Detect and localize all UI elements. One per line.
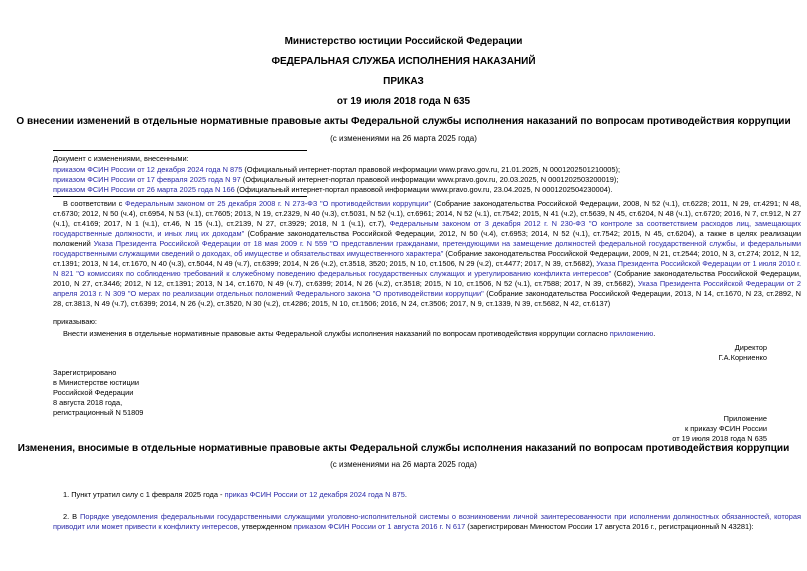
doc-type-heading: ПРИКАЗ — [383, 76, 424, 87]
order-paragraph — [63, 329, 655, 339]
item-text: 1. Пункт утратил силу с 1 февраля 2025 года - — [63, 490, 225, 499]
amendment-item — [53, 185, 612, 195]
item-text: . — [404, 490, 407, 499]
preamble-text: (Собрание законодательства Российской Федерации, 2010, N 27, ст.3446; 2012, N 12, ст.1391; 2013, N 14, ст.1670, N 49 (ч.7), ст.6399; 2014, N 26 (ч.2), ст.3518; 2015, N 10, ст.1506, N 52 (ч.1), ст.7588; 2017, N 39, ст.5682), — [53, 269, 802, 288]
preamble-text: В соответствии с — [63, 199, 126, 208]
registration-line: Зарегистрировано — [53, 368, 117, 377]
signature-position: Директор — [734, 343, 767, 352]
preamble-text: (Собрание законодательства Российской Федерации, 2009, N 21, ст.2544; 2010, N 3, ст.274; 2012, N 12, ст.1391; 2013, N 14, ст.1670, N 40 (ч.3), ст.5044, N 49 (ч.7), ст.6399; 2014, N 26 (ч.2), ст.3518, 3520; 2015, N 10, ст.1506, N 29 (ч.2), ст.4477; 2017, N 39, ст.5682), — [53, 249, 801, 268]
signature-name: Г.А.Корниенко — [718, 353, 767, 362]
law-273-link[interactable]: Федеральным законом от 25 декабря 2008 г. N 273-ФЗ "О противодействии коррупции" — [125, 199, 432, 208]
appendix-label: от 19 июля 2018 года N 635 — [672, 434, 767, 443]
amendment-link[interactable]: приказом ФСИН России от 12 декабря 2024 года N 875 — [53, 164, 243, 174]
appendix-item-2 — [53, 512, 801, 532]
order-617-link[interactable]: приказом ФСИН России от 1 августа 2016 г. N 617 — [293, 522, 466, 531]
amendment-item — [53, 175, 618, 185]
registration-line: Российской Федерации — [53, 388, 134, 397]
item-text: , утвержденном — [237, 522, 294, 531]
appendix-link[interactable]: приложению — [609, 329, 654, 338]
order-875-link[interactable]: приказ ФСИН России от 12 декабря 2024 года N 875 — [224, 490, 405, 499]
preamble-paragraph — [53, 199, 801, 309]
order-text: Внести изменения в отдельные нормативные правовые акты Федеральной службы исполнения наказаний по вопросам противодействия коррупции согласно — [63, 329, 610, 338]
amendment-item — [53, 165, 620, 175]
appendix-label: Приложение — [723, 414, 767, 423]
ministry-heading: Министерство юстиции Российской Федерации — [284, 36, 523, 47]
preamble-text: (Собрание законодательства Российской Федерации, 2008, N 52 (ч.1), ст.6228; 2011, N 29, ст.4291; N 48, ст.6730; 2012, N 50 (ч.4), ст.6954, N 53 (ч.1), ст.7605; 2013, N 19, ст.2329, N 40 (ч.3), ст.5031, N 52 (ч.1), ст.6961; 2014, N 52 (ч.1), ст.7542; 2015, N 41 (ч.2), ст.5639, N 45, ст.6204, N 48 (ч.1), ст.6720; 2016, N 7, ст.912, N 27 (ч.1), ст.4169; 2017, N 1 (ч.1), ст.46, N 15 (ч.1), ст.2139, N 27, ст.3929; 2018, N 1 (ч.1), ст.7), — [53, 199, 802, 228]
order-text: . — [653, 329, 656, 338]
preamble-text: (Собрание законодательства Российской Федерации, 2013, N 14, ст.1670, N 23, ст.2892, N 28, ст.3813, N 49 (ч.7), ст.6399; 2014, N 26 (ч.2), ст.3520, N 30 (ч.2), ст.4286; 2015, N 10, ст.1506; 2016, N 24, ст.3506; 2017, N 9, ст.1339, N 39, ст.5682, N 42, ст.6137) — [53, 289, 801, 308]
item-text: (зарегистрирован Минюстом России 17 августа 2016 г., регистрационный N 43281): — [465, 522, 754, 531]
registration-line: регистрационный N 51809 — [53, 408, 144, 417]
doc-date-number: от 19 июля 2018 года N 635 — [336, 96, 471, 107]
decree-559-link[interactable]: Указа Президента Российской Федерации от 18 мая 2009 г. N 559 "О представлении гражданами, претендующими на замещение должностей федеральной государственной службы, и федеральными государственными служащими сведений о доходах, об имуществе и обязательствах имущественного характера" — [53, 239, 802, 258]
appendix-edition: (с изменениями на 26 марта 2025 года) — [330, 460, 477, 469]
decree-309-link[interactable]: Указа Президента Российской Федерации от 2 апреля 2013 г. N 309 "О мерах по реализации отдельных положений Федерального закона "О противодействии коррупции" — [53, 279, 801, 298]
amendments-intro: Документ с изменениями, внесенными: — [53, 154, 189, 163]
appendix-item-1 — [63, 490, 407, 500]
amendment-link[interactable]: приказом ФСИН России от 26 марта 2025 года N 166 — [53, 184, 235, 194]
amendment-source: (Официальный интернет-портал правовой информации www.pravo.gov.ru, 23.04.2025, N 0001202504230004). — [234, 184, 613, 194]
service-heading: ФЕДЕРАЛЬНАЯ СЛУЖБА ИСПОЛНЕНИЯ НАКАЗАНИЙ — [271, 56, 536, 67]
orders-word: приказываю: — [53, 317, 97, 326]
amendment-source: (Официальный интернет-портал правовой информации www.pravo.gov.ru, 20.03.2025, N 0001202503200019); — [240, 174, 619, 184]
amendment-link[interactable]: приказом ФСИН России от 17 февраля 2025 года N 97 — [53, 174, 241, 184]
registration-line: в Министерстве юстиции — [53, 378, 140, 387]
appendix-title: Изменения, вносимые в отдельные нормативные правовые акты Федеральной службы исполнения наказаний по вопросам противодействия коррупции — [17, 443, 790, 454]
edition-note: (с изменениями на 26 марта 2025 года) — [330, 134, 477, 143]
law-230-link[interactable]: Федеральным законом от 3 декабря 2012 г. N 230-ФЗ "О контроле за соответствием расходов лиц, замещающих государственные должности, и иных лиц их доходам" — [53, 219, 801, 238]
registration-line: 8 августа 2018 года, — [53, 398, 123, 407]
notification-procedure-link[interactable]: Порядке уведомления федеральными государственными служащими уголовно-исполнительной системы о возникновении личной заинтересованности при исполнении должностных обязанностей, которая приводит или может привести к конфликту интересов — [53, 512, 801, 531]
separator-top — [53, 150, 307, 151]
decree-821-link[interactable]: Указа Президента Российской Федерации от 1 июля 2010 г. N 821 "О комиссиях по соблюдению требований к служебному поведению федеральных государственных служащих и урегулированию конфликта интересов" — [53, 259, 801, 278]
appendix-label: к приказу ФСИН России — [684, 424, 767, 433]
doc-title: О внесении изменений в отдельные нормативные правовые акты Федеральной службы исполнения наказаний по вопросам противодействия коррупции — [16, 116, 791, 127]
item-text: 2. В — [63, 512, 81, 521]
separator-bottom — [53, 196, 307, 197]
preamble-text: (Собрание законодательства Российской Федерации, 2012, N 50 (ч.4), ст.6953; 2014, N 52 (ч.1), ст.7542; 2015, N 45, ст.6204), а также в целях реализации положений — [53, 229, 801, 248]
amendment-source: (Официальный интернет-портал правовой информации www.pravo.gov.ru, 21.01.2025, N 0001202501210005); — [242, 164, 621, 174]
